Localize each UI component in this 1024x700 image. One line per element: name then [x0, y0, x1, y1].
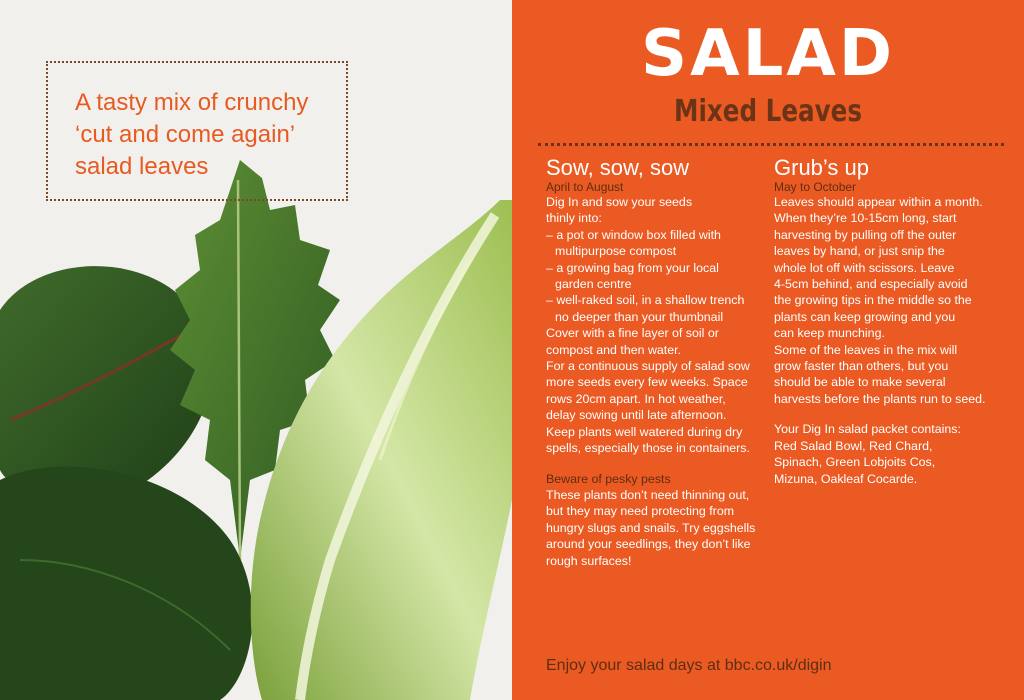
sow-section — [546, 156, 764, 569]
packet-line: Spinach, Green Lobjoits Cos, — [774, 455, 936, 470]
grub-when: May to October — [774, 180, 857, 194]
grub-line: whole lot off with scissors. Leave — [774, 260, 955, 275]
sow-when: April to August — [546, 180, 624, 194]
sow-line: – a pot or window box filled with — [546, 227, 721, 242]
grub-line: leaves by hand, or just snip the — [774, 244, 945, 259]
sow-line: Dig In and sow your seeds — [546, 195, 693, 209]
spinach-leaf-front — [0, 467, 252, 700]
sow-line: – well-raked soil, in a shallow trench — [546, 293, 745, 308]
pests-line: These plants don’t need thinning out, — [546, 487, 750, 502]
grub-line: Leaves should appear within a month. — [774, 195, 983, 209]
pests-heading: Beware of pesky pests — [546, 471, 671, 486]
sow-line: compost and then water. — [546, 342, 682, 357]
pests-line: but they may need protecting from — [546, 504, 735, 519]
grub-line: grow faster than others, but you — [774, 359, 949, 374]
tagline-box — [46, 61, 348, 201]
pests-line: around your seedlings, they don’t like — [546, 537, 751, 552]
footer-link-text: Enjoy your salad days at bbc.co.uk/digin — [546, 657, 832, 674]
grub-body — [774, 194, 1000, 487]
sow-heading: Sow, sow, sow — [546, 155, 690, 180]
grub-line: 4-5cm behind, and especially avoid — [774, 277, 968, 292]
sow-line: rows 20cm apart. In hot weather, — [546, 391, 726, 406]
sow-line: – a growing bag from your local — [546, 260, 719, 275]
info-panel — [512, 0, 1024, 700]
page-subtitle: Mixed Leaves — [674, 94, 862, 129]
page-title: SALAD — [640, 17, 896, 91]
grub-line: harvests before the plants run to seed. — [774, 391, 986, 406]
sow-line: For a continuous supply of salad sow — [546, 359, 750, 374]
sow-line: multipurpose compost — [555, 244, 677, 259]
sow-body — [546, 194, 764, 569]
grub-line: Some of the leaves in the mix will — [774, 342, 958, 357]
grub-line: plants can keep growing and you — [774, 309, 956, 324]
sow-line: garden centre — [555, 277, 632, 292]
spinach-leaf-back — [0, 266, 212, 504]
pests-line: hungry slugs and snails. Try eggshells — [546, 520, 756, 535]
sow-line: delay sowing until late afternoon. — [546, 408, 727, 423]
tagline-text: A tasty mix of crunchy ‘cut and come again’ salad leaves — [75, 89, 309, 180]
pests-line: rough surfaces! — [546, 553, 632, 568]
sow-line: thinly into: — [546, 211, 602, 226]
grub-heading: Grub’s up — [774, 155, 869, 180]
sow-line: more seeds every few weeks. Space — [546, 375, 748, 390]
packet-line: Mizuna, Oakleaf Cocarde. — [774, 471, 918, 486]
packet-line: Your Dig In salad packet contains: — [774, 422, 961, 437]
sow-line: spells, especially those in containers. — [546, 441, 750, 456]
grub-line: harvesting by pulling off the outer — [774, 227, 957, 242]
packet-line: Red Salad Bowl, Red Chard, — [774, 438, 933, 453]
dotted-divider — [538, 143, 1004, 146]
grub-line: the growing tips in the middle so the — [774, 293, 972, 308]
grub-line: should be able to make several — [774, 375, 946, 390]
grub-line: When they’re 10-15cm long, start — [774, 211, 957, 226]
grub-section — [774, 156, 1000, 487]
sow-line: Keep plants well watered during dry — [546, 424, 743, 439]
sow-line: no deeper than your thumbnail — [555, 309, 724, 324]
sow-line: Cover with a fine layer of soil or — [546, 326, 719, 341]
grub-line: can keep munching. — [774, 326, 885, 341]
